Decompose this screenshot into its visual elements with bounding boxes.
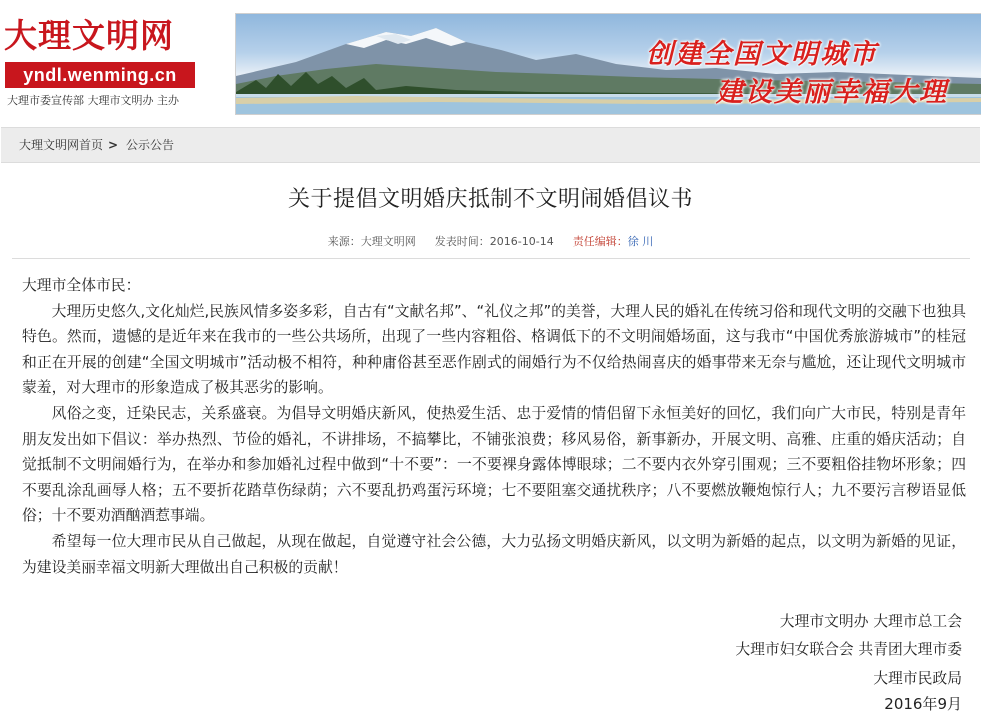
meta-divider — [12, 258, 970, 259]
site-sponsor: 大理市委宣传部 大理市文明办 主办 — [7, 94, 179, 107]
article-paragraph: 风俗之变，迁染民志，关系盛衰。为倡导文明婚庆新风，使热爱生活、忠于爱情的情侣留下永恒美好的回忆，我们向广大市民，特别是青年朋友发出如下倡议：举办热烈、节俭的婚礼，不讲排场，不搞攀比，不铺张浪费；移风易俗，新事新办，开展文明、高雅、庄重的婚庆活动；自觉抵制不文明闹婚行为，在举办和参加婚礼过程中做到“十不要”：一不要裸身露体博眼球；二不要内衣外穿引围观；三不要粗俗挂物坏形象；四不要乱涂乱画辱人格；五不要折花踏草伤绿荫；六不要乱扔鸡蛋污环境；七不要阻塞交通扰秩序；八不要燃放鞭炮惊行人；九不要污言秽语显低俗；十不要劝酒酗酒惹事端。 — [22, 404, 966, 525]
header-banner — [235, 13, 981, 115]
signature-line: 大理市文明办 大理市总工会 — [779, 613, 962, 630]
article-greeting: 大理市全体市民： — [22, 277, 141, 294]
site-logo-domain[interactable]: yndl.wenming.cn — [5, 62, 195, 88]
date-label: 发表时间： — [434, 235, 490, 248]
banner-slogan-2: 建设美丽幸福大理 — [716, 77, 948, 108]
breadcrumb — [1, 127, 980, 163]
signature-line: 大理市民政局 — [873, 670, 962, 687]
site-header — [0, 0, 981, 122]
article-paragraph: 大理历史悠久,文化灿烂,民族风情多姿多彩，自古有“文献名邦”、“礼仪之邦”的美誉，大理人民的婚礼在传统习俗和现代文明的交融下也独具特色。然而，遗憾的是近年来在我市的一些公共场所，出现了一些内容粗俗、格调低下的不文明闹婚场面，这与我市“中国优秀旅游城市”的桂冠和正在开展的创建“全国文明城市”活动极不相符，种种庸俗甚至恶作剧式的闹婚行为不仅给热闹喜庆的婚事带来无奈与尴尬，还让现代文明城市蒙羞，对大理市的形象造成了极其恶劣的影响。 — [22, 302, 966, 397]
article-title: 关于提倡文明婚庆抵制不文明闹婚倡议书 — [287, 187, 693, 212]
banner-slogan-1: 创建全国文明城市 — [646, 39, 878, 70]
signature-line: 大理市妇女联合会 共青团大理市委 — [735, 641, 962, 658]
source-value: 大理文明网 — [360, 235, 416, 248]
editor-label: 责任编辑： — [572, 235, 628, 248]
breadcrumb-separator: > — [108, 138, 119, 152]
article-paragraph: 希望每一位大理市民从自己做起，从现在做起，自觉遵守社会公德，大力弘扬文明婚庆新风，以文明为新婚的起点，以文明为新婚的见证，为建设美丽幸福文明新大理做出自己积极的贡献！ — [22, 532, 966, 576]
breadcrumb-current-link[interactable]: 公示公告 — [126, 138, 175, 152]
site-logo-name[interactable]: 大理文明网 — [4, 16, 174, 55]
article-meta — [0, 233, 981, 249]
signature-date: 2016年9月 — [884, 695, 962, 713]
editor-value: 徐 川 — [627, 235, 654, 248]
article-body — [22, 273, 966, 580]
breadcrumb-home-link[interactable]: 大理文明网首页 — [19, 138, 104, 152]
source-label: 来源： — [327, 235, 361, 248]
date-value: 2016-10-14 — [489, 235, 554, 248]
